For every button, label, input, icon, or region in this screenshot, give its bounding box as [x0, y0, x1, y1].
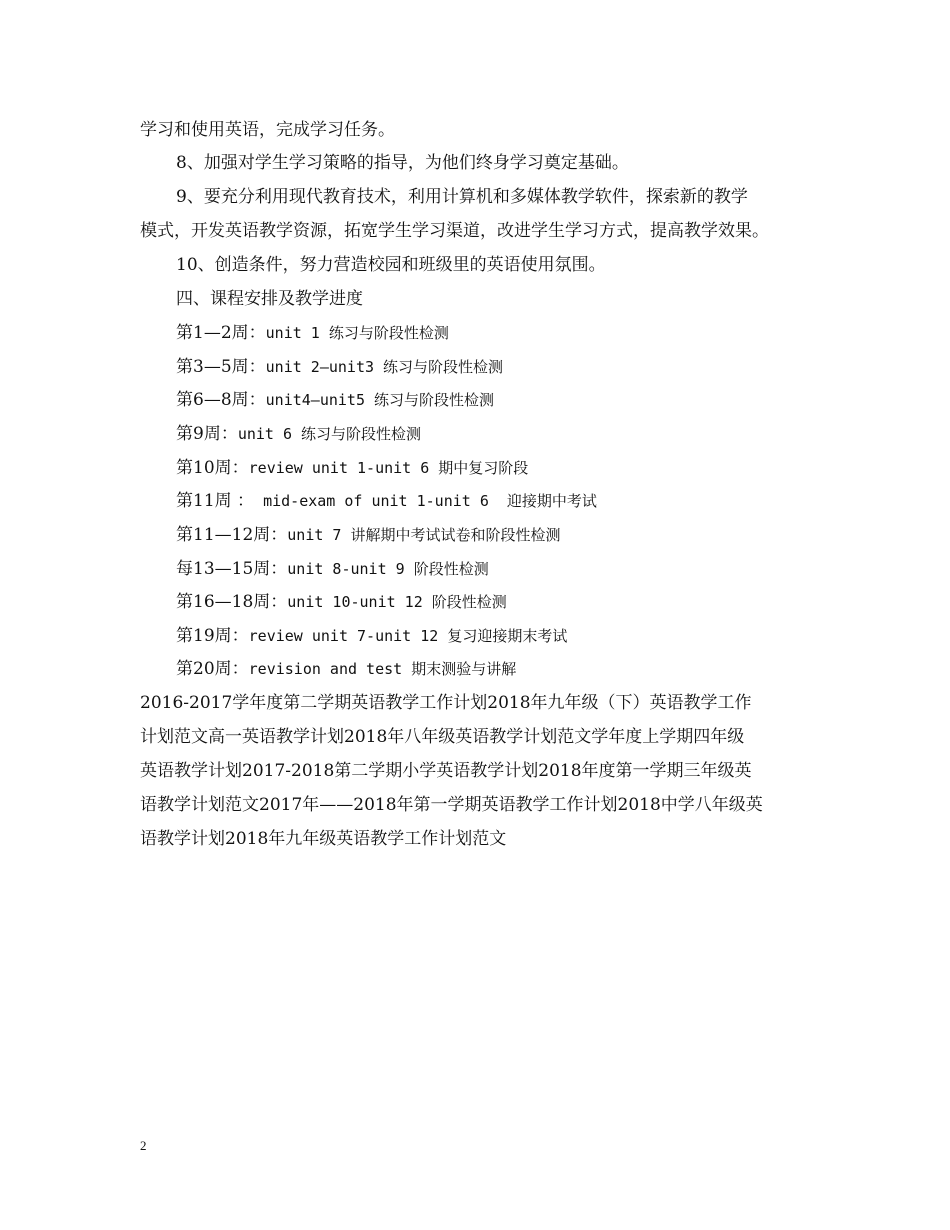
schedule-row — [176, 457, 856, 479]
schedule-content: unit4—unit5 练习与阶段性检测 — [265, 391, 495, 409]
related-text-line: 语教学计划2018年九年级英语教学工作计划范文 — [140, 829, 507, 849]
schedule-week: 第10周： — [176, 458, 249, 478]
schedule-week: 第11—12周： — [176, 525, 288, 545]
schedule-week: 第19周： — [176, 626, 249, 646]
related-text-line: 英语教学计划2017-2018第二学期小学英语教学计划2018年度第一学期三年级英 — [140, 761, 752, 781]
schedule-row — [176, 356, 856, 378]
schedule-row — [176, 625, 856, 647]
schedule-content: unit 10-unit 12 阶段性检测 — [287, 593, 507, 611]
schedule-row — [176, 558, 856, 580]
list-item-8: 8、加强对学生学习策略的指导，为他们终身学习奠定基础。 — [176, 153, 629, 173]
related-text-line: 语教学计划范文2017年——2018年第一学期英语教学工作计划2018中学八年级英 — [140, 795, 763, 815]
schedule-week: 第16—18周： — [176, 592, 288, 612]
schedule-week: 第1—2周： — [176, 323, 266, 343]
schedule-content: mid-exam of unit 1-unit 6 迎接期中考试 — [254, 492, 597, 510]
schedule-week: 第3—5周： — [176, 357, 266, 377]
schedule-content: unit 1 练习与阶段性检测 — [265, 324, 449, 342]
schedule-content: review unit 7-unit 12 复习迎接期末考试 — [248, 627, 568, 645]
schedule-row — [176, 524, 856, 546]
schedule-week: 第6—8周： — [176, 390, 266, 410]
schedule-row — [176, 423, 856, 445]
related-text-line: 计划范文高一英语教学计划2018年八年级英语教学计划范文学年度上学期四年级 — [140, 727, 745, 747]
schedule-row — [176, 389, 856, 411]
related-text-line: 2016-2017学年度第二学期英语教学工作计划2018年九年级（下）英语教学工作 — [140, 693, 752, 713]
schedule-content: unit 8-unit 9 阶段性检测 — [287, 560, 489, 578]
schedule-content: unit 7 讲解期中考试试卷和阶段性检测 — [287, 526, 561, 544]
schedule-content: review unit 1-unit 6 期中复习阶段 — [248, 459, 529, 477]
schedule-content: unit 6 练习与阶段性检测 — [237, 425, 422, 443]
schedule-row — [176, 658, 856, 680]
schedule-row — [176, 490, 856, 512]
schedule-week: 每13—15周： — [176, 559, 288, 579]
body-text-line: 学习和使用英语，完成学习任务。 — [140, 120, 395, 140]
section-heading: 四、课程安排及教学进度 — [176, 289, 363, 309]
page-number: 2 — [140, 1138, 147, 1153]
schedule-content: unit 2—unit3 练习与阶段性检测 — [265, 358, 504, 376]
schedule-week: 第9周： — [176, 424, 238, 444]
schedule-row — [176, 322, 856, 344]
schedule-week: 第11周 ： — [176, 491, 255, 511]
schedule-week: 第20周： — [176, 659, 249, 679]
list-item-9: 9、要充分利用现代教育技术，利用计算机和多媒体教学软件，探索新的教学 — [176, 187, 748, 207]
list-item-10: 10、创造条件，努力营造校园和班级里的英语使用氛围。 — [176, 255, 606, 275]
list-item-9-continued: 模式，开发英语教学资源，拓宽学生学习渠道，改进学生学习方式，提高教学效果。 — [140, 221, 769, 241]
schedule-content: revision and test 期末测验与讲解 — [248, 660, 517, 678]
schedule-row — [176, 591, 856, 613]
